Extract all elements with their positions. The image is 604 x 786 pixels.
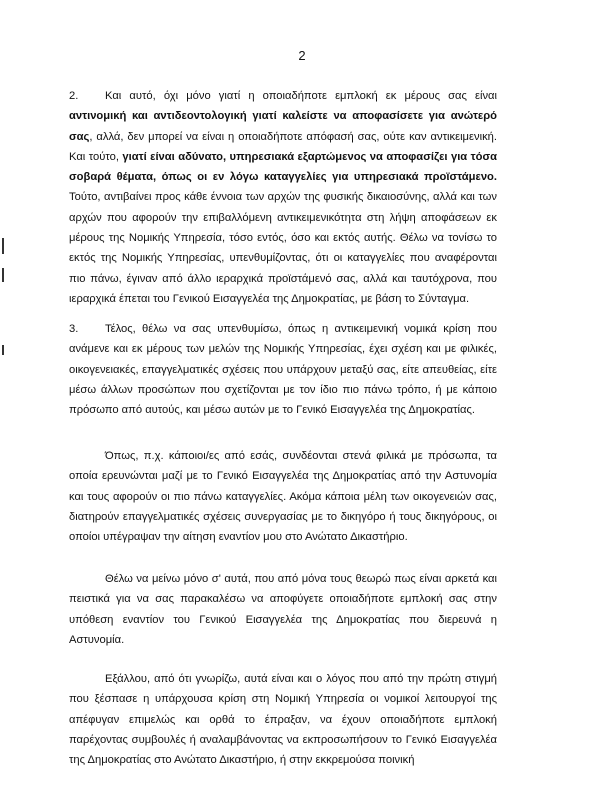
paragraph-text-bold: αντινομική και αντιδεοντολογική γιατί καλείστε να αποφασίσετε για ανώτερό σας [69, 110, 497, 143]
paragraph-text: Θέλω να μείνω μόνο σ' αυτά, που από μόνα τους θεωρώ πως είναι αρκετά και πειστικά για να σας παρακαλέσω να αποφύγετε οποιαδήποτε εμπλοκή σας στην υπόθεση εναντίον του Γενικού Εισαγγελέα της Δημοκρατίας που διερευνά η Αστυνομία. [69, 573, 497, 646]
paragraph-2 [69, 86, 497, 309]
paragraph-text: , αλλά, δεν μπορεί να είναι η οποιαδήποτε απόφασή σας, ούτε καν αντικειμενική. Και τούτο, [69, 130, 497, 163]
paragraph-text: Όπως, π.χ. κάποιοι/ες από εσάς, συνδέονται στενά φιλικά με πρόσωπα, τα οποία ερευνώνται μαζί με το Γενικό Εισαγγελέα της Δημοκρατίας από την Αστυνομία και τους αφορούν οι πιο πάνω καταγγελίες. Ακόμα κάποια μέλη των οικογενειών σας, διατηρούν επαγγελματικές σχέσεις συνεργασίας με το δικηγόρο ή τους δικηγόρους, οι οποίοι υπέγραψαν την αίτηση εναντίον μου στο Ανώτατο Δικαστήριο. [69, 450, 497, 544]
paragraph-text: Εξάλλου, από ότι γνωρίζω, αυτά είναι και ο λόγος που από την πρώτη στιγμή που ξέσπασε η υπάρχουσα κρίση στη Νομική Υπηρεσία οι νομικοί λειτουργοί της απέφυγαν επιμελώς και ορθά το έπραξαν, να έχουν οποιαδήποτε εμπλοκή παρέχοντας συμβουλές ή αναλαμβάνοντας να εκπροσωπήσουν το Γενικό Εισαγγελέα της Δημοκρατίας στο Ανώτατο Δικαστήριο, ή στην εκκρεμούσα ποινική [69, 673, 497, 767]
paragraph-text: Τούτο, αντιβαίνει προς κάθε έννοια των αρχών της φυσικής δικαιοσύνης, αλλά και των αρχών που αφορούν την επιβαλλόμενη αντικειμενικότητα στη λήψη αποφάσεων εκ μέρους της Νομικής Υπηρεσία, τόσο εντός, όσο και εκτός αυτής. Θέλω να τονίσω το εκτός της Νομικής Υπηρεσίας, υπενθυμίζοντας, ότι οι καταγγελίες που αναφέρονται πιο πάνω, έγιναν από άλλο ιεραρχικά προϊστάμενό σας, αλλά και ταυτόχρονα, που ιεραρχικά έπεται του Γενικού Εισαγγελέα της Δημοκρατίας, με βάση το Σύνταγμα. [69, 191, 497, 305]
scan-edge-mark [2, 238, 4, 254]
page-number: 2 [298, 48, 306, 63]
scan-edge-mark [2, 345, 4, 355]
paragraph-conclusion [69, 569, 497, 650]
paragraph-besides [69, 669, 497, 770]
paragraph-3 [69, 319, 497, 420]
paragraph-text: Τέλος, θέλω να σας υπενθυμίσω, όπως η αντικειμενική νομικά κρίση που ανάμενε και εκ μέρους των μελών της Νομικής Υπηρεσίας, έχει σχέση και με φιλικές, οικογενειακές, επαγγελματικές σχέσεις που υπάρχουν μεταξύ σας, είτε απευθείας, είτε μέσω άλλων προσώπων που σχετίζονται με τον ίδιο πιο πάνω τρόπο, ή με κάποιο πρόσωπο από αυτούς, και μέσω αυτών με το Γενικό Εισαγγελέα της Δημοκρατίας. [69, 323, 497, 417]
paragraph-text-bold: γιατί είναι αδύνατο, υπηρεσιακά εξαρτώμενος να αποφασίζει για τόσα σοβαρά θέματα, όπως οι εν λόγω καταγγελίες για υπηρεσιακά προϊστάμενο. [69, 150, 497, 184]
scan-edge-mark [2, 268, 4, 282]
paragraph-text: Και αυτό, όχι μόνο γιατί η οποιαδήποτε εμπλοκή εκ μέρους σας είναι [105, 90, 497, 102]
paragraph-number: 2. [69, 90, 79, 102]
paragraph-number: 3. [69, 323, 79, 335]
paragraph-examples [69, 446, 497, 547]
